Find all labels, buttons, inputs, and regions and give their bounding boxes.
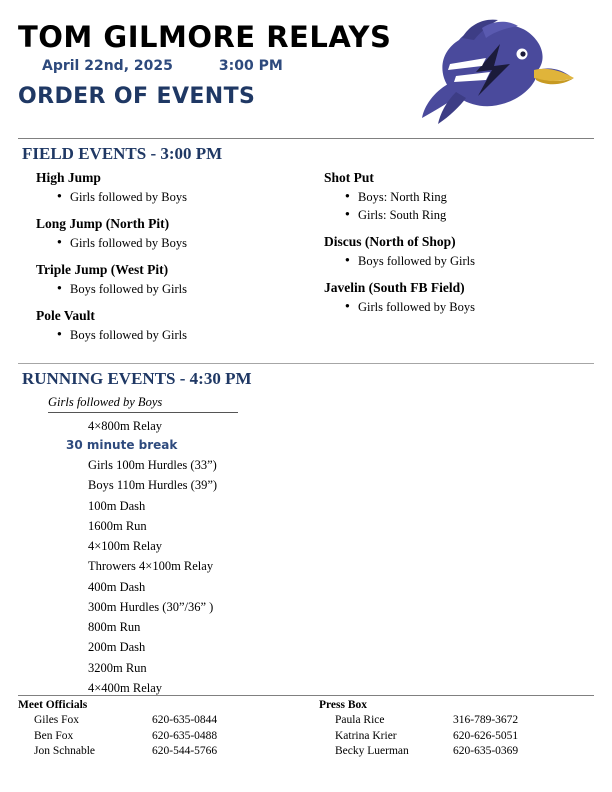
list-item: 4×100m Relay — [88, 539, 163, 554]
running-events-list-wrap — [18, 393, 594, 699]
event-high-jump: High Jump — [36, 170, 101, 185]
meet-time: 3:00 PM — [218, 58, 283, 75]
event-triple-jump-details — [36, 280, 306, 298]
list-item: Girls 100m Hurdles (33”) — [88, 458, 217, 473]
document-footer — [18, 695, 594, 760]
contact-name: Giles Fox — [34, 714, 80, 727]
list-item: ● Boys followed by Girls — [358, 252, 594, 270]
footer-columns — [18, 699, 594, 760]
footer-divider — [18, 695, 594, 696]
contact-phone: 620-544-5766 — [152, 745, 218, 758]
list-item: Boys 110m Hurdles (39”) — [88, 478, 218, 493]
contact-row — [34, 729, 293, 745]
contact-phone: 620-635-0369 — [453, 745, 519, 758]
meet-officials-heading: Meet Officials — [18, 699, 88, 712]
order-of-events-title: ORDER OF EVENTS — [18, 84, 256, 110]
field-events-columns — [18, 168, 594, 345]
meet-date: April 22nd, 2025 — [42, 58, 173, 75]
list-item: ● Girls followed by Boys — [358, 298, 594, 316]
press-box-heading: Press Box — [319, 699, 368, 712]
list-item: 300m Hurdles (30”/36” ) — [88, 599, 214, 614]
contact-row — [335, 729, 594, 745]
list-item: 1600m Run — [88, 518, 147, 533]
event-triple-jump: Triple Jump (West Pit) — [36, 262, 169, 278]
event-long-jump-details — [36, 234, 306, 252]
contact-name: Becky Luerman — [335, 745, 409, 758]
list-item: 100m Dash — [88, 498, 146, 513]
list-item: 4×400m Relay — [88, 680, 163, 695]
field-running-divider — [18, 363, 594, 364]
field-events-heading: FIELD EVENTS - 3:00 PM — [22, 144, 223, 163]
list-item: 400m Dash — [88, 579, 146, 594]
event-discus: Discus (North of Shop) — [324, 234, 456, 250]
contact-row — [335, 744, 594, 760]
list-item: 4×800m Relay — [88, 418, 163, 433]
contact-name: Ben Fox — [34, 729, 74, 742]
list-item: ● Girls followed by Boys — [70, 188, 306, 206]
press-box-block — [293, 699, 594, 760]
event-high-jump-details — [36, 188, 306, 206]
roadrunner-mascot-logo — [404, 18, 584, 128]
contact-row — [34, 713, 293, 729]
list-item-break: 30 minute break — [66, 437, 178, 452]
event-shot-put: Shot Put — [324, 170, 374, 185]
list-item: ● Girls: South Ring — [358, 206, 594, 224]
event-shot-put-details — [324, 188, 594, 224]
list-item: 200m Dash — [88, 640, 146, 655]
contact-phone: 620-626-5051 — [453, 729, 519, 742]
list-item: 3200m Run — [88, 660, 147, 675]
list-item: ● Girls followed by Boys — [70, 234, 306, 252]
field-events-left-column — [18, 168, 306, 345]
event-discus-details — [324, 252, 594, 270]
list-item: Throwers 4×100m Relay — [88, 559, 214, 574]
event-pole-vault: Pole Vault — [36, 308, 95, 324]
contact-name: Paula Rice — [335, 714, 385, 727]
running-events-note: Girls followed by Boys — [48, 395, 238, 413]
field-events-right-column — [306, 168, 594, 345]
event-javelin: Javelin (South FB Field) — [324, 280, 465, 296]
event-javelin-details — [324, 298, 594, 316]
contact-name: Jon Schnable — [34, 745, 96, 758]
meet-officials-block — [18, 699, 293, 760]
contact-name: Katrina Krier — [335, 729, 397, 742]
running-events-heading: RUNNING EVENTS - 4:30 PM — [22, 368, 252, 388]
contact-phone: 620-635-0488 — [152, 729, 218, 742]
list-item: 800m Run — [88, 620, 141, 635]
contact-row — [34, 744, 293, 760]
document-header — [18, 22, 594, 132]
event-pole-vault-details — [36, 326, 306, 344]
page-title: TOM GILMORE RELAYS — [18, 20, 392, 54]
event-long-jump: Long Jump (North Pit) — [36, 216, 170, 232]
contact-row — [335, 713, 594, 729]
list-item: ● Boys: North Ring — [358, 188, 594, 206]
list-item: ● Boys followed by Girls — [70, 280, 306, 298]
contact-phone: 620-635-0844 — [152, 714, 218, 727]
running-events-list — [18, 416, 594, 699]
header-divider — [18, 138, 594, 139]
list-item: ● Boys followed by Girls — [70, 326, 306, 344]
contact-phone: 316-789-3672 — [453, 714, 519, 727]
